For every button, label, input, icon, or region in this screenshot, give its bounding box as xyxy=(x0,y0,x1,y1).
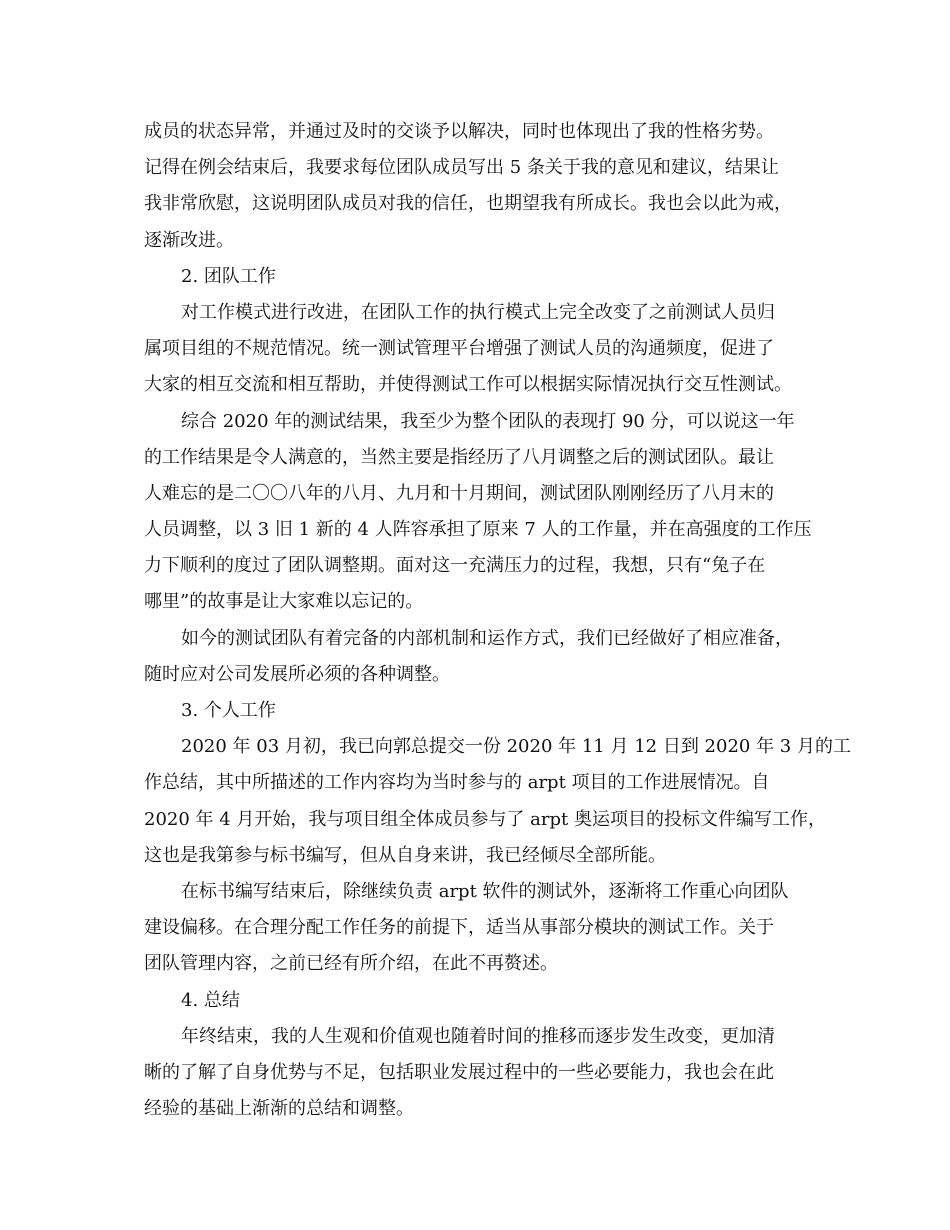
text-line: 人员调整，以 3 旧 1 新的 4 人阵容承担了原来 7 人的工作量，并在高强度的工作压 xyxy=(144,519,812,541)
text-line: 年终结束，我的人生观和价值观也随着时间的推移而逐步发生改变，更加清 xyxy=(181,1025,775,1047)
text-line: 2020 年 03 月初，我已向郭总提交一份 2020 年 11 月 12 日到 2020 年 3 月的工 xyxy=(181,736,851,758)
text-line: 对工作模式进行改进，在团队工作的执行模式上完全改变了之前测试人员归 xyxy=(181,301,775,323)
text-line: 随时应对公司发展所必须的各种调整。 xyxy=(144,663,450,685)
text-line: 3. 个人工作 xyxy=(181,700,276,721)
text-line: 哪里”的故事是让大家难以忘记的。 xyxy=(144,591,424,613)
text-line: 逐渐改进。 xyxy=(144,229,234,251)
text-line: 晰的了解了自身优势与不足，包括职业发展过程中的一些必要能力，我也会在此 xyxy=(144,1061,774,1083)
text-line: 属项目组的不规范情况。统一测试管理平台增强了测试人员的沟通频度，促进了 xyxy=(144,338,774,360)
text-line: 的工作结果是令人满意的，当然主要是指经历了八月调整之后的测试团队。最让 xyxy=(144,446,774,468)
text-line: 作总结，其中所描述的工作内容均为当时参与的 arpt 项目的工作进展情况。自 xyxy=(144,772,770,794)
document-body xyxy=(144,114,851,1127)
text-line: 2020 年 4 月开始，我与项目组全体成员参与了 arpt 奥运项目的投标文件编写工作， xyxy=(144,808,826,830)
text-line: 我非常欣慰，这说明团队成员对我的信任，也期望我有所成长。我也会以此为戒， xyxy=(144,193,792,215)
text-line: 成员的状态异常，并通过及时的交谈予以解决，同时也体现出了我的性格劣势。 xyxy=(144,121,774,142)
text-line: 大家的相互交流和相互帮助，并使得测试工作可以根据实际情况执行交互性测试。 xyxy=(144,374,792,396)
text-line: 经验的基础上渐渐的总结和调整。 xyxy=(144,1098,414,1120)
text-line: 如今的测试团队有着完备的内部机制和运作方式，我们已经做好了相应准备， xyxy=(181,627,793,649)
text-line: 力下顺利的度过了团队调整期。面对这一充满压力的过程，我想，只有“兔子在 xyxy=(144,555,766,577)
text-line: 建设偏移。在合理分配工作任务的前提下，适当从事部分模块的测试工作。关于 xyxy=(144,917,774,939)
text-line: 2. 团队工作 xyxy=(181,265,276,287)
text-line: 这也是我第参与标书编写，但从自身来讲，我已经倾尽全部所能。 xyxy=(144,844,666,866)
text-line: 4. 总结 xyxy=(181,989,240,1011)
text-line: 记得在例会结束后，我要求每位团队成员写出 5 条关于我的意见和建议，结果让 xyxy=(144,157,779,179)
text-line: 在标书编写结束后，除继续负责 arpt 软件的测试外，逐渐将工作重心向团队 xyxy=(181,880,789,902)
text-line: 人难忘的是二〇〇八年的八月、九月和十月期间，测试团队刚刚经历了八月末的 xyxy=(144,482,774,504)
text-line: 综合 2020 年的测试结果，我至少为整个团队的表现打 90 分，可以说这一年 xyxy=(181,410,795,432)
text-line: 团队管理内容，之前已经有所介绍，在此不再赘述。 xyxy=(144,953,558,975)
